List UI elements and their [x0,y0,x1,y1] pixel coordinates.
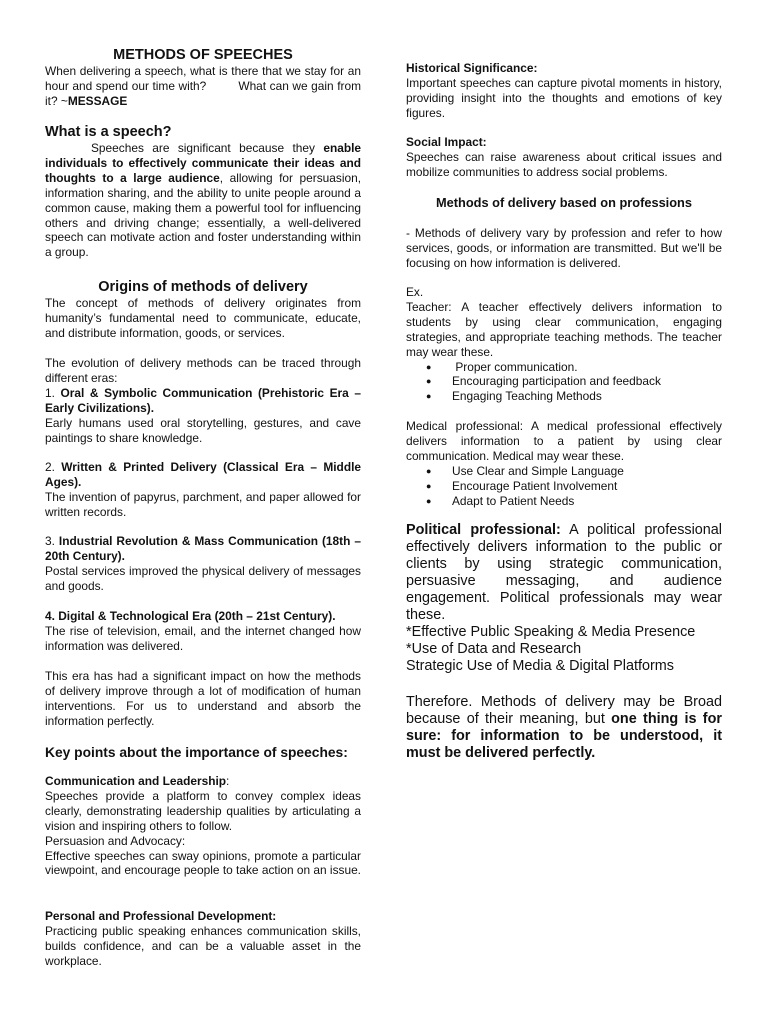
key-heading: Key points about the importance of speeches: [45,745,348,760]
pers-text: Effective speeches can sway opinions, promote a particular viewpoint, and encourage people to take action on an issue. [45,848,361,878]
ex-label: Ex. [406,285,424,299]
comm-title-text: Communication and Leadership [45,774,227,788]
comm-text: Speeches provide a platform to convey complex ideas clearly, demonstrating leadership qualities by articulating a vision and inspiring others to follow. [45,788,361,833]
what-paragraph [45,141,361,260]
era2-num: 2. [45,460,62,474]
intro-message: MESSAGE [67,93,128,108]
era3-title-text: Industrial Revolution & Mass Communication (18th – 20th Century). [45,534,361,563]
what-block [45,141,361,260]
social-title [406,135,722,150]
origins-p1: The concept of methods of delivery originates from humanity’s fundamental need to communicate, educate, and distribute information, goods, or services. [45,296,361,340]
era3-num: 3. [45,534,59,548]
era2-title-text: Written & Printed Delivery (Classical Era – Middle Ages). [45,460,361,489]
political-l3: Strategic Use of Media & Digital Platforms [406,658,674,674]
list-item: ● Encouraging participation and feedback [406,374,722,389]
what-heading: What is a speech? [45,124,172,140]
methods-intro: - Methods of delivery vary by profession and refer to how services, goods, or information are transmitted. But we'll be focusing on how information is delivered. [406,226,722,270]
era4-text: The rise of television, email, and the internet changed how information was delivered. [45,623,361,653]
list-item: ● Encourage Patient Involvement [406,479,722,494]
hist-title-text: Historical Significance: [406,61,538,75]
comm-colon: : [226,774,230,788]
era3-block [45,534,361,594]
dev-title-text: Personal and Professional Development: [45,909,277,923]
era1-num: 1. [45,385,61,400]
hist-block [406,61,722,121]
what-text-a: Speeches are significant because they [91,141,324,155]
methods-intro-block [406,226,722,271]
era2-text: The invention of papyrus, parchment, and paper allowed for written records. [45,489,361,519]
conclusion-paragraph [406,694,722,762]
dev-title [45,909,361,924]
origins-p2: The evolution of delivery methods can be traced through different eras: [45,356,361,385]
era-summary: This era has had a significant impact on how the methods of delivery improve through a lot of modification of human interventions. For us to understand and absorb the information perfectly. [45,669,361,728]
era4-title-text: 4. Digital & Technological Era (20th – 21st Century). [45,609,336,623]
conclusion-text: Therefore. Methods of delivery may be Broad because of their meaning, but [406,694,722,727]
hist-text: Important speeches can capture pivotal moments in history, providing insight into the thoughts and emotions of key figures. [406,75,722,120]
origins-p2-block [45,356,361,445]
list-item: ● Proper communication. [406,360,722,375]
era1-text: Early humans used oral storytelling, gestures, and cave paintings to share knowledge. [45,415,361,445]
era3-title [45,534,361,564]
era2-block [45,460,361,520]
political-text: A political professional effectively delivers information to the public or clients by using strategic communication, persuasive messaging, and audience engagement. Political professionals may wear these. [406,522,722,623]
social-title-text: Social Impact: [406,135,487,149]
methods-heading: Methods of delivery based on professions [436,195,692,210]
comm-title [45,774,361,789]
origins-block [45,296,361,341]
medical-list [406,464,722,509]
era4-block [45,609,361,654]
era-summary-block [45,669,361,729]
pers-title: Persuasion and Advocacy: [45,833,186,848]
political-title: Political professional: [406,522,561,538]
intro-paragraph [45,64,365,109]
list-item: ● Adapt to Patient Needs [406,494,722,509]
list-item: ● Engaging Teaching Methods [406,389,722,404]
origins-heading: Origins of methods of delivery [98,279,308,295]
intro-text: When delivering a speech, what is there that we stay for an hour and spend our time with? What can we gain from it? ~ [45,64,365,108]
social-block [406,135,722,180]
document-title: METHODS OF SPEECHES [113,47,293,63]
era1-title-text: Oral & Symbolic Communication (Prehistoric Era – Early Civilizations). [45,385,361,415]
political-block [406,522,722,675]
political-l2: *Use of Data and Research [406,641,582,657]
conclusion-block [406,694,722,762]
conclusion-bold: one thing is for sure: for information to be understood, it must be delivered perfectly. [406,711,722,761]
medical-text: Medical professional: A medical professional effectively delivers information to a patient by using clear communication. Medical may wear these. [406,419,722,463]
political-paragraph [406,522,722,624]
intro-block [45,64,365,109]
what-text-c: , allowing for persuasion, information sharing, and the ability to unite people around a common cause, making them a powerful tool for influencing others and driving change; essentially, a well-delivered speech can motivate action and foster understanding within a group. [45,170,361,260]
era3-text: Postal services improved the physical delivery of messages and goods. [45,563,361,593]
teacher-text: Teacher: A teacher effectively delivers information to students by using clear communication, engaging strategies, and appropriate teaching methods. The teacher may wear these. [406,299,722,359]
what-text-bold: enable individuals to effectively communicate their ideas and thoughts to a large audience [45,141,361,185]
era1-title [45,386,361,416]
dev-text: Practicing public speaking enhances communication skills, builds confidence, and can be a valuable asset in the workplace. [45,923,361,968]
medical-block [406,419,722,508]
list-item: ● Use Clear and Simple Language [406,464,722,479]
teacher-block [406,285,722,404]
political-l1: *Effective Public Speaking & Media Presence [406,624,696,640]
teacher-list [406,360,722,405]
dev-block [45,909,361,969]
era4-title [45,609,361,624]
social-text: Speeches can raise awareness about critical issues and mobilize communities to address social problems. [406,149,722,179]
hist-title [406,61,722,76]
comm-block [45,774,361,878]
era2-title [45,460,361,490]
